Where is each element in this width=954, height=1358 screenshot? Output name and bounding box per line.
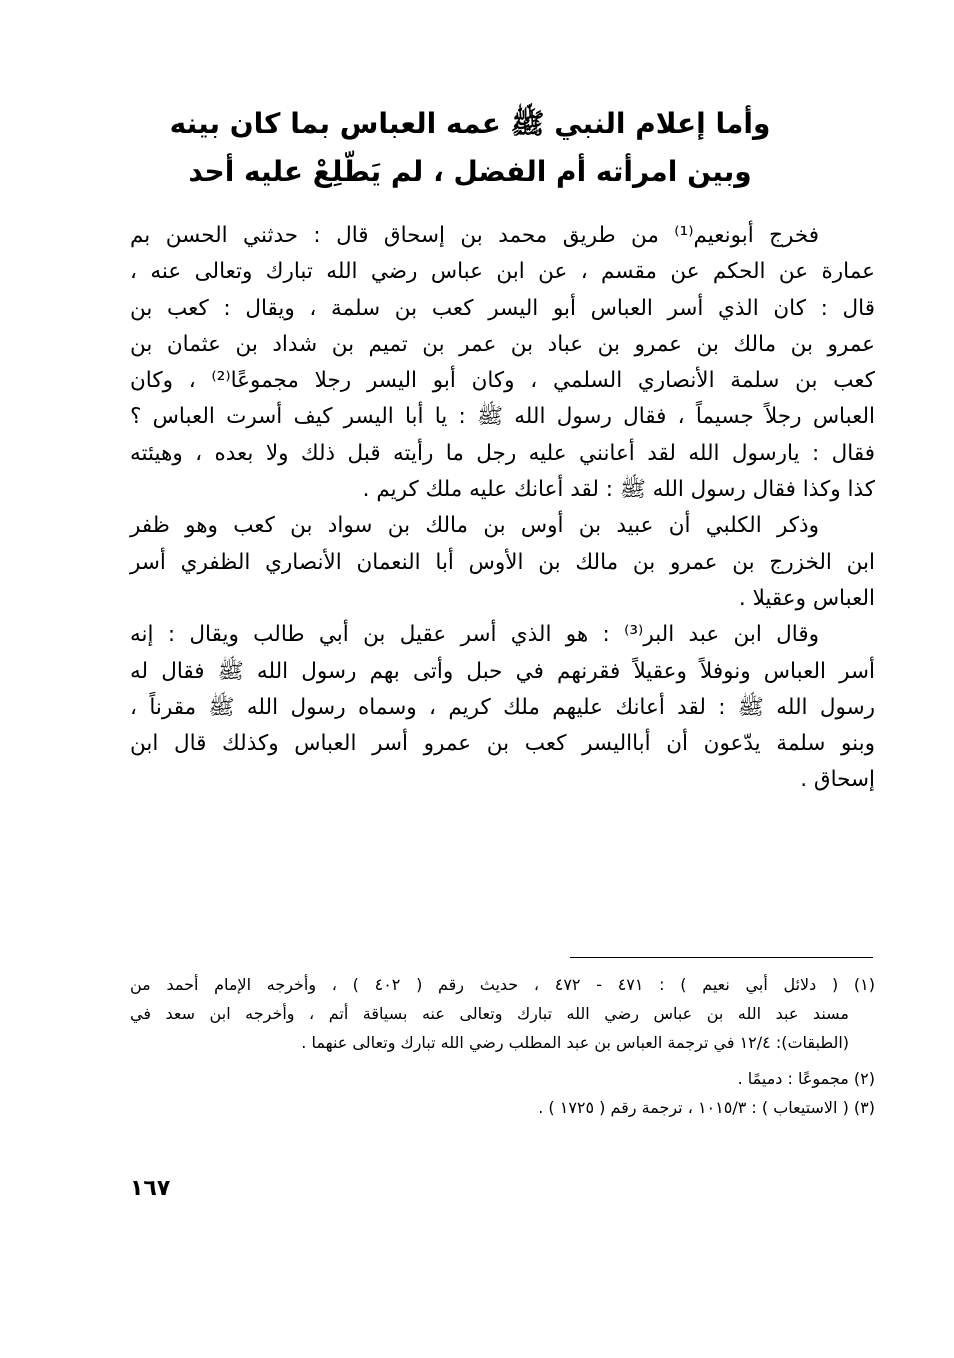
- body-line: إسحاق .: [800, 767, 875, 793]
- body-line: فقال : يارسول الله لقد أعانني عليه رجل ما رأيته قبل ذلك ولا بعده ، وهيئته: [130, 440, 875, 466]
- title-line-1: وأما إعلام النبي ﷺ عمه العباس بما كان بينه: [169, 107, 771, 140]
- footnote-spacer: [130, 1057, 875, 1064]
- body-line: فخرج أبونعيم⁽¹⁾ من طريق محمد بن إسحاق قال : حدثني الحسن بم: [130, 223, 820, 248]
- body-line: وقال ابن عبد البر⁽³⁾ : هو الذي أسر عقيل بن أبي طالب ويقال : إنه: [130, 622, 819, 648]
- body-text: [130, 218, 875, 799]
- title-line-2: وبين امرأته أم الفضل ، لم يَطّلِعْ عليه أحد: [188, 155, 752, 188]
- footnote-line: (٣) ( الاستيعاب ) : ١٠١٥/٣ ، ترجمة رقم ( ١٧٢٥ ) .: [538, 1098, 875, 1117]
- section-title: [150, 100, 790, 196]
- body-line: كذا وكذا فقال رسول الله ﷺ : لقد أعانك عليه ملك كريم .: [362, 477, 875, 503]
- footnote-line: (الطبقات): ١٢/٤ في ترجمة العباس بن عبد المطلب رضي الله تبارك وتعالى عنهما .: [301, 1033, 849, 1052]
- body-line: عمارة عن الحكم عن مقسم ، عن ابن عباس رضي الله تبارك وتعالى عنه ،: [130, 259, 875, 285]
- footnotes: [130, 970, 875, 1122]
- body-line: وبنو سلمة يدّعون أن أبااليسر كعب بن عمرو أسر العباس وكذلك قال ابن: [130, 731, 875, 757]
- footnote-line: مسند عبد الله بن عباس رضي الله تبارك وتعالى عنه بسياقة أتم ، وأخرجه ابن سعد في: [130, 1004, 849, 1023]
- body-line: العباس رجلاً جسيماً ، فقال رسول الله ﷺ : يا أبا اليسر كيف أسرت العباس ؟: [130, 404, 875, 430]
- body-line: عمرو بن مالك بن عمرو بن عباد بن عمر بن تميم بن شداد بن عثمان بن: [130, 331, 875, 357]
- footnote-line: (١) ( دلائل أبي نعيم ) : ٤٧١ - ٤٧٢ ، حديث رقم ( ٤٠٢ ) ، وأخرجه الإمام أحمد من: [130, 975, 875, 994]
- body-line: كعب بن سلمة الأنصاري السلمي ، وكان أبو اليسر رجلا مجموعًا⁽²⁾ ، وكان: [130, 368, 875, 394]
- footnote-line: (٢) مجموعًا : دميمًا .: [737, 1069, 875, 1088]
- footnote-separator: [570, 957, 873, 958]
- body-line: قال : كان الذي أسر العباس أبو اليسر كعب بن سلمة ، ويقال : كعب بن: [130, 295, 875, 321]
- body-line: أسر العباس ونوفلاً وعقيلاً فقرنهم في حبل وأتى بهم رسول الله ﷺ فقال له: [130, 658, 875, 684]
- page-number: ١٦٧: [130, 1176, 171, 1201]
- body-line: ابن الخزرج بن عمرو بن مالك بن الأوس أبا النعمان الأنصاري الظفري أسر: [130, 549, 875, 575]
- body-line: وذكر الكلبي أن عبيد بن أوس بن مالك بن سواد بن كعب وهو ظفر: [130, 513, 819, 539]
- body-line: العباس وعقيلا .: [738, 585, 875, 611]
- body-line: رسول الله ﷺ : لقد أعانك عليهم ملك كريم ، وسماه رسول الله ﷺ مقرناً ،: [130, 694, 875, 720]
